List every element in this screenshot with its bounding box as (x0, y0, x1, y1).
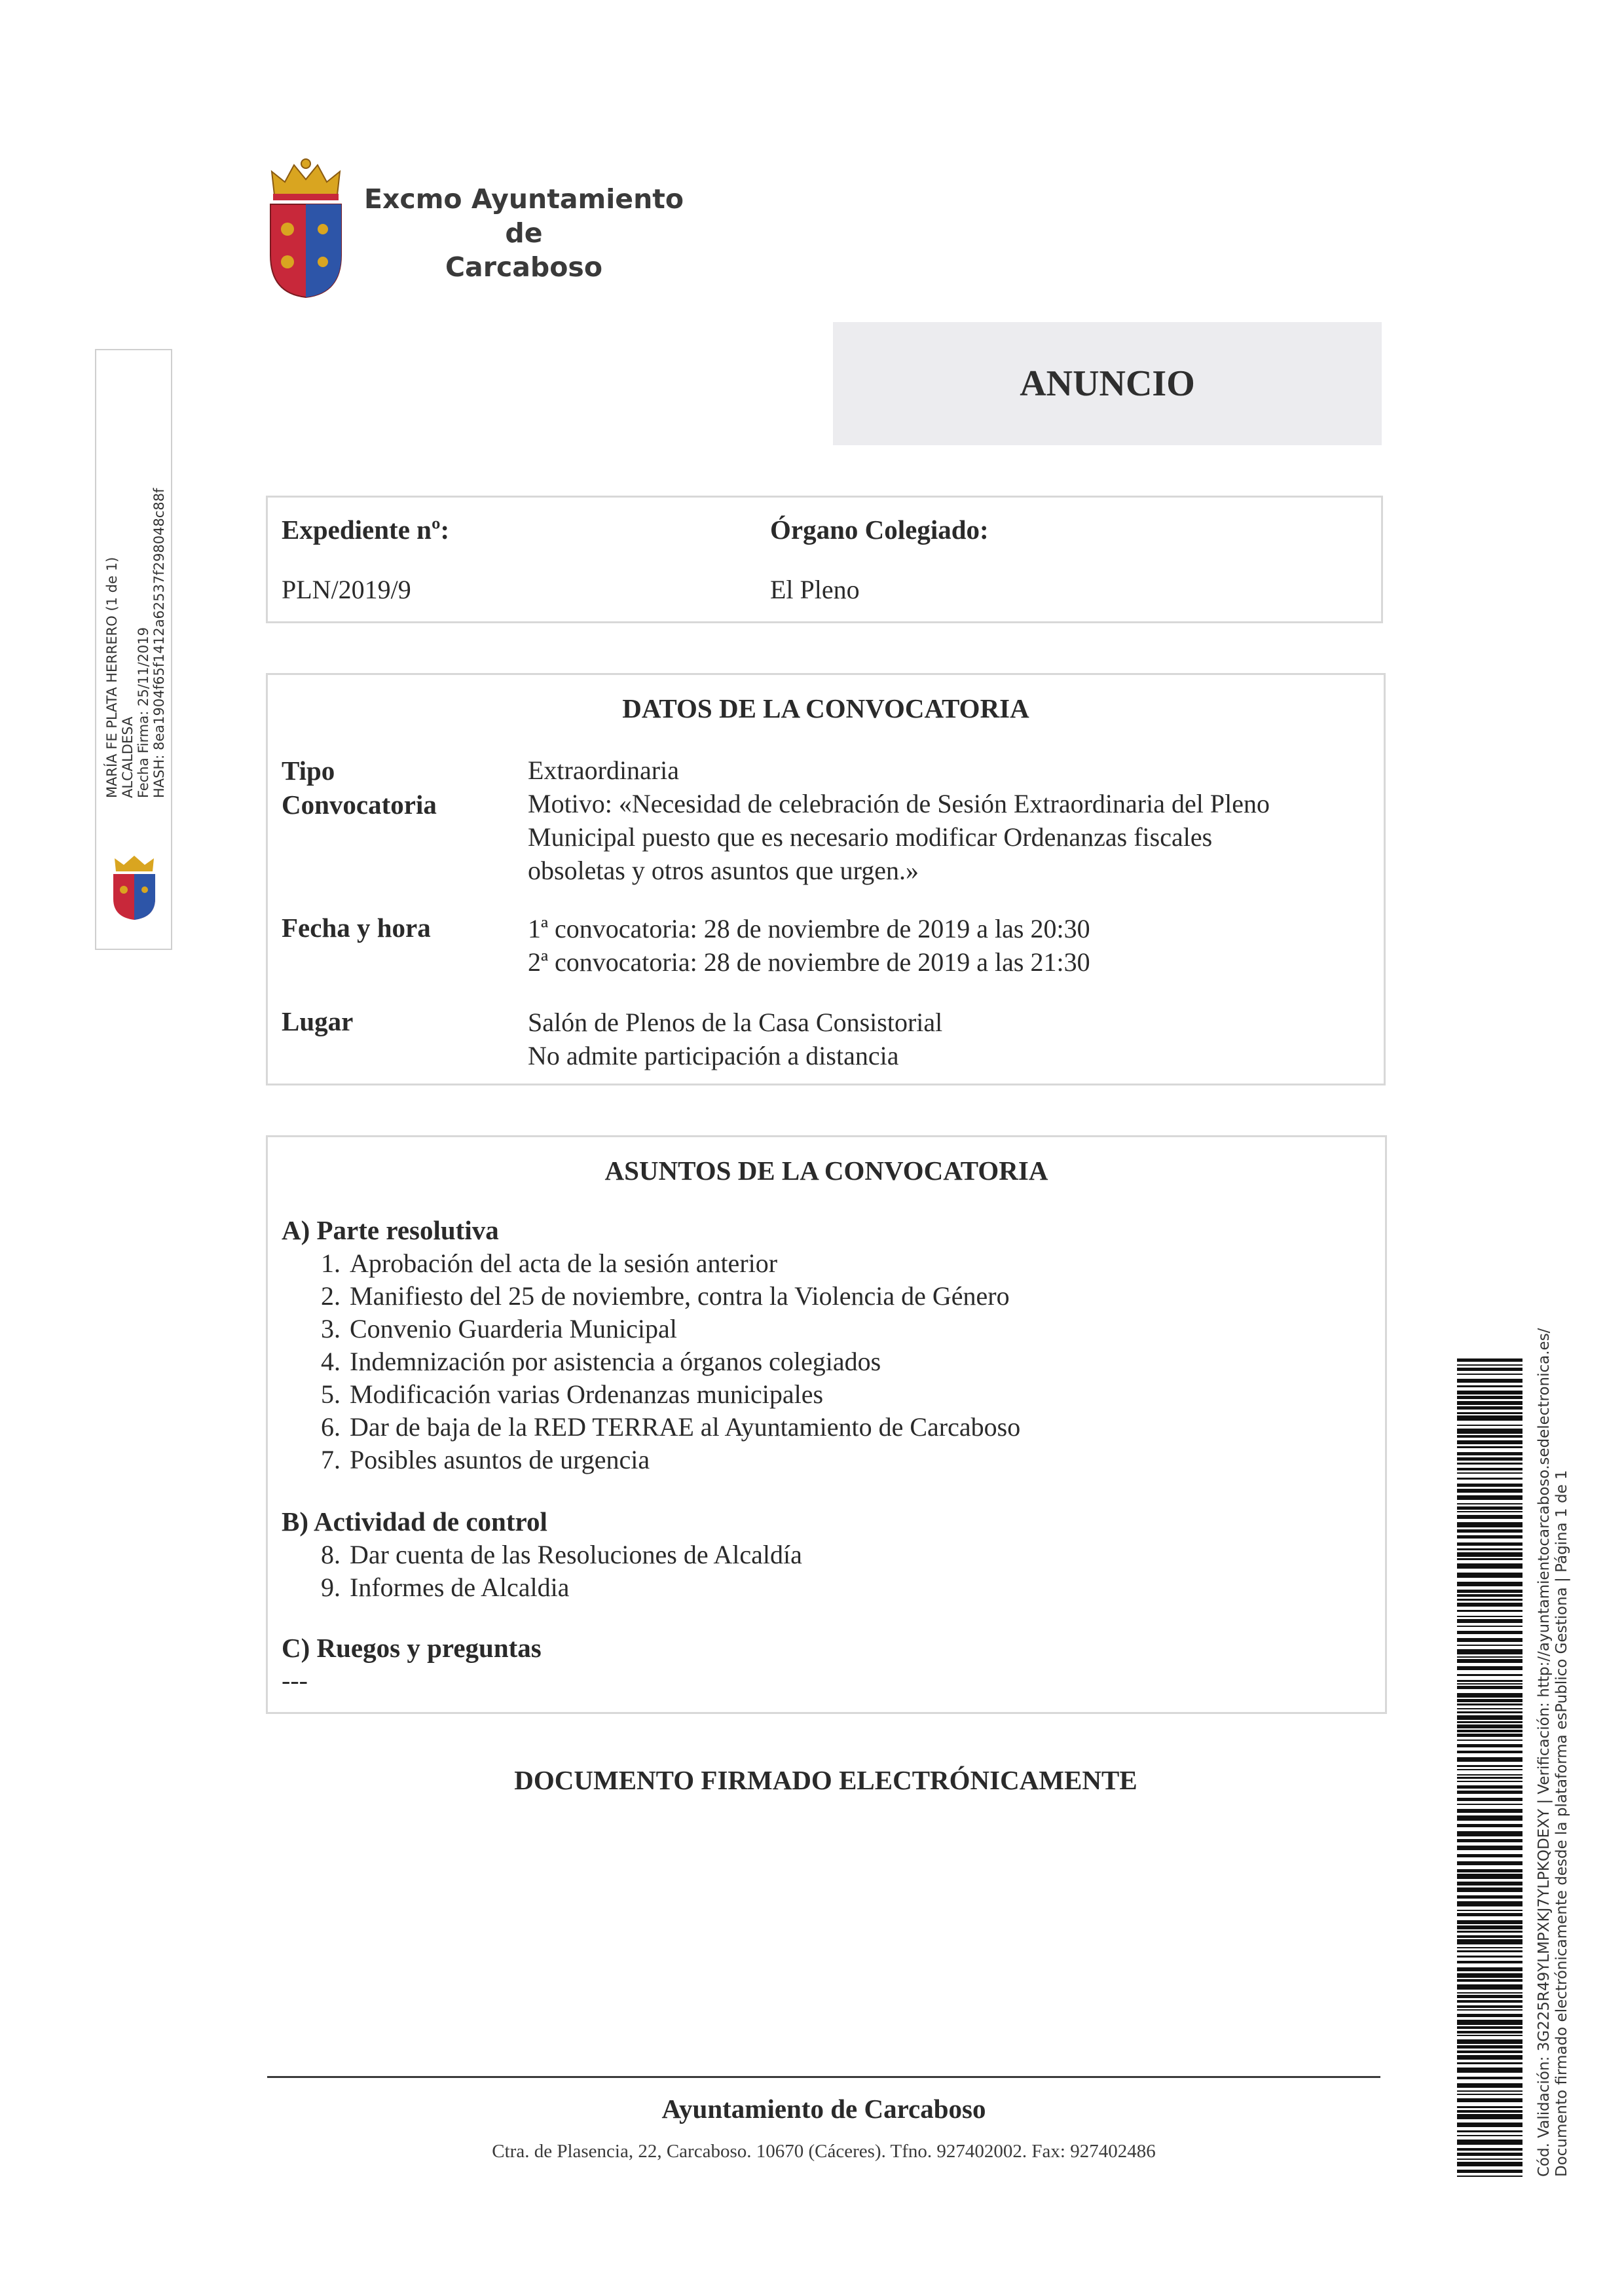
barcode-bar (1457, 1781, 1522, 1782)
barcode-bar (1457, 1385, 1522, 1387)
tipo-label-line-2: Convocatoria (282, 790, 437, 820)
barcode-bar (1457, 1798, 1522, 1801)
barcode-bar (1457, 1913, 1522, 1916)
barcode-bar (1457, 1854, 1522, 1857)
list-item (304, 1247, 1020, 1280)
barcode-bar (1457, 2162, 1522, 2166)
barcode-bar (1457, 1711, 1522, 1713)
barcode-bar (1457, 1925, 1522, 1929)
barcode-bar (1457, 1809, 1522, 1813)
section-b-heading: B) Actividad de control (282, 1506, 547, 1537)
fecha-primera: 1ª convocatoria: 28 de noviembre de 2019 a las 20:30 (528, 914, 1090, 943)
asuntos-convocatoria-box (266, 1135, 1387, 1714)
barcode-bar (1457, 2159, 1522, 2160)
barcode-bar (1457, 1901, 1522, 1906)
barcode-bar (1457, 1961, 1522, 1963)
barcode-bar (1457, 2094, 1522, 2095)
item-text: Convenio Guarderia Municipal (350, 1314, 677, 1343)
barcode-bar (1457, 1645, 1522, 1646)
barcode-bar (1457, 1563, 1522, 1569)
barcode-bar (1457, 1765, 1522, 1767)
barcode-bar (1457, 1887, 1522, 1892)
barcode-bar (1457, 1704, 1522, 1705)
barcode-bar (1457, 2009, 1522, 2011)
section-a-heading: A) Parte resolutiva (282, 1215, 499, 1245)
lugar-line-2: No admite participación a distancia (528, 1041, 899, 1070)
barcode-bar (1457, 1730, 1522, 1732)
barcode-bar (1457, 1548, 1522, 1550)
barcode-bar (1457, 2170, 1522, 2173)
barcode-bar (1457, 1631, 1522, 1634)
list-item (304, 1411, 1020, 1444)
list-item (304, 1280, 1020, 1313)
barcode-bar (1457, 1895, 1522, 1899)
section-c-text: --- (282, 1666, 308, 1695)
barcode-bar (1457, 2000, 1522, 2003)
barcode-bar (1457, 1992, 1522, 1994)
barcode-bar (1457, 1769, 1522, 1770)
barcode-bar (1457, 1603, 1522, 1607)
footer-organization: Ayuntamiento de Carcaboso (661, 2094, 986, 2124)
barcode-bar (1457, 1931, 1522, 1933)
barcode-bar (1457, 1535, 1522, 1539)
barcode-bar (1457, 1674, 1522, 1676)
tipo-value-block (528, 754, 1270, 887)
barcode-bar (1457, 1995, 1522, 1998)
barcode-bar (1457, 1846, 1522, 1850)
barcode-bar (1457, 1358, 1522, 1362)
barcode-bar (1457, 2068, 1522, 2073)
barcode-bar (1457, 1666, 1522, 1670)
motivo-line-1: Motivo: «Necesidad de celebración de Sesión Extraordinaria del Pleno (528, 789, 1270, 818)
barcode-bar (1457, 1594, 1522, 1597)
barcode-bar (1457, 1910, 1522, 1911)
barcode-bar (1457, 1950, 1522, 1952)
barcode-bar (1457, 1874, 1522, 1879)
barcode-bar (1457, 2140, 1522, 2145)
page-title: ANUNCIO (1020, 363, 1195, 404)
barcode-bar (1457, 1515, 1522, 1519)
barcode-bar (1457, 1734, 1522, 1737)
section-a-list (304, 1247, 1020, 1476)
barcode-bar (1457, 1947, 1522, 1948)
list-item (304, 1539, 802, 1571)
item-number: 2. (321, 1281, 341, 1311)
barcode-bar (1457, 1967, 1522, 1971)
item-number: 7. (321, 1445, 341, 1474)
barcode-bar (1457, 2083, 1522, 2088)
barcode-bar (1457, 1973, 1522, 1978)
barcode-bar (1457, 2031, 1522, 2033)
organo-label: Órgano Colegiado: (770, 515, 989, 545)
item-text: Indemnización por asistencia a órganos colegiados (350, 1347, 881, 1376)
barcode-bar (1457, 2035, 1522, 2036)
barcode-bar (1457, 1415, 1522, 1421)
barcode-bar (1457, 1396, 1522, 1399)
barcode-bar (1457, 1751, 1522, 1753)
barcode-bar (1457, 2090, 1522, 2092)
barcode-bar (1457, 2114, 1522, 2119)
barcode-bar (1457, 1693, 1522, 1698)
barcode-bar (1457, 2055, 1522, 2060)
signature-date: Fecha Firma: 25/11/2019 (136, 627, 151, 798)
barcode-icon (1457, 1358, 1522, 2177)
barcode-bar (1457, 2110, 1522, 2113)
barcode-bar (1457, 1542, 1522, 1546)
organo-value: El Pleno (770, 575, 860, 604)
section-b-list (304, 1539, 802, 1604)
barcode-bar (1457, 2045, 1522, 2049)
barcode-bar (1457, 1468, 1522, 1470)
barcode-bar (1457, 1472, 1522, 1474)
barcode-bar (1457, 1495, 1522, 1500)
barcode-bar (1457, 1489, 1522, 1493)
section-c-heading: C) Ruegos y preguntas (282, 1633, 542, 1663)
barcode-bar (1457, 1368, 1522, 1371)
item-number: 3. (321, 1314, 341, 1343)
item-number: 1. (321, 1248, 341, 1278)
coat-of-arms-icon (108, 853, 160, 921)
barcode-bar (1457, 1599, 1522, 1601)
barcode-bar (1457, 1680, 1522, 1682)
motivo-line-3: obsoletas y otros asuntos que urgen.» (528, 856, 919, 885)
barcode-bar (1457, 1429, 1522, 1434)
footer-divider (267, 2076, 1380, 2078)
signer-name: MARÍA FE PLATA HERRERO (1 de 1) (104, 556, 120, 798)
expediente-label: Expediente nº: (282, 515, 450, 545)
barcode-bar (1457, 1452, 1522, 1455)
barcode-bar (1457, 1831, 1522, 1836)
barcode-bar (1457, 2050, 1522, 2053)
barcode-bar (1457, 1785, 1522, 1789)
barcode-bar (1457, 1457, 1522, 1461)
barcode-bar (1457, 1724, 1522, 1728)
barcode-bar (1457, 1435, 1522, 1438)
barcode-bar (1457, 1708, 1522, 1709)
barcode-bar (1457, 2130, 1522, 2132)
barcode-bar (1457, 1774, 1522, 1776)
barcode-bar (1457, 2153, 1522, 2156)
barcode-bar (1457, 1558, 1522, 1560)
barcode-bar (1457, 1638, 1522, 1642)
item-text: Manifiesto del 25 de noviembre, contra la Violencia de Género (350, 1281, 1010, 1311)
barcode-bar (1457, 2062, 1522, 2064)
barcode-bar (1457, 1616, 1522, 1617)
lugar-block (528, 1006, 942, 1072)
item-text: Dar cuenta de las Resoluciones de Alcaldía (350, 1540, 802, 1569)
barcode-bar (1457, 1659, 1522, 1663)
barcode-bar (1457, 2014, 1522, 2017)
barcode-bar (1457, 1506, 1522, 1510)
lugar-line-1: Salón de Plenos de la Casa Consistorial (528, 1008, 943, 1037)
barcode-bar (1457, 1463, 1522, 1465)
barcode-bar (1457, 1815, 1522, 1821)
verification-text (1536, 1328, 1571, 2177)
tipo-label-line-1: Tipo (282, 756, 335, 786)
barcode-bar (1457, 1478, 1522, 1480)
barcode-bar (1457, 1984, 1522, 1990)
barcode-bar (1457, 1979, 1522, 1982)
barcode-bar (1457, 1406, 1522, 1410)
barcode-bar (1457, 1522, 1522, 1527)
barcode-bar (1457, 1824, 1522, 1827)
barcode-bar (1457, 1440, 1522, 1444)
expediente-box (266, 496, 1383, 623)
item-text: Modificación varias Ordenanzas municipales (350, 1379, 824, 1409)
barcode-bar (1457, 1401, 1522, 1405)
org-line-3: Carcaboso (445, 251, 603, 283)
item-number: 6. (321, 1412, 341, 1442)
item-text: Aprobación del acta de la sesión anterior (350, 1248, 778, 1278)
barcode-bar (1457, 2039, 1522, 2044)
barcode-bar (1457, 1683, 1522, 1685)
fecha-segunda: 2ª convocatoria: 28 de noviembre de 2019 a las 21:30 (528, 947, 1090, 977)
item-number: 8. (321, 1540, 341, 1569)
lugar-label: Lugar (282, 1006, 354, 1036)
barcode-bar (1457, 2026, 1522, 2029)
signature-hash: HASH: 8ea1904f65f1412a62537f298048c88f (151, 488, 167, 798)
barcode-bar (1457, 1740, 1522, 1741)
org-line-1: Excmo Ayuntamiento (363, 183, 684, 215)
list-item (304, 1345, 1020, 1378)
barcode-bar (1457, 1744, 1522, 1747)
expediente-value: PLN/2019/9 (282, 575, 411, 604)
barcode-bar (1457, 1610, 1522, 1612)
signer-role: ALCALDESA (120, 716, 136, 798)
signature-strip (95, 349, 172, 950)
signed-notice: DOCUMENTO FIRMADO ELECTRÓNICAMENTE (514, 1765, 1137, 1795)
barcode-bar (1457, 1649, 1522, 1654)
barcode-bar (1457, 1626, 1522, 1627)
barcode-bar (1457, 1364, 1522, 1366)
asuntos-heading: ASUNTOS DE LA CONVOCATORIA (604, 1156, 1048, 1186)
barcode-bar (1457, 2148, 1522, 2151)
barcode-bar (1457, 1573, 1522, 1578)
fecha-block (528, 912, 1090, 979)
barcode-bar (1457, 1503, 1522, 1504)
barcode-bar (1457, 1582, 1522, 1586)
barcode-bar (1457, 1839, 1522, 1842)
footer-address: Ctra. de Plasencia, 22, Carcaboso. 10670 (Cáceres). Tfno. 927402002. Fax: 927402486 (492, 2141, 1156, 2162)
barcode-bar (1457, 1861, 1522, 1865)
barcode-bar (1457, 2135, 1522, 2136)
barcode-bar (1457, 1956, 1522, 1958)
barcode-bar (1457, 1920, 1522, 1924)
item-number: 5. (321, 1379, 341, 1409)
motivo-line-2: Municipal puesto que es necesario modificar Ordenanzas fiscales (528, 822, 1213, 852)
verification-code: Cód. Validación: 3G225R49YLMPXKJ7YLPKQDEXY | Verificación: http://ayuntamientocarcaboso.sedelectronica.es/ (1536, 1328, 1553, 2177)
item-text: Dar de baja de la RED TERRAE al Ayuntamiento de Carcaboso (350, 1412, 1021, 1442)
barcode-bar (1457, 1686, 1522, 1689)
barcode-bar (1457, 1374, 1522, 1375)
barcode-bar (1457, 2098, 1522, 2102)
barcode-bar (1457, 1935, 1522, 1938)
fecha-label: Fecha y hora (282, 913, 431, 943)
title-box (833, 322, 1382, 445)
barcode-bar (1457, 1804, 1522, 1805)
barcode-bar (1457, 2005, 1522, 2008)
tipo-label (282, 754, 437, 822)
barcode-bar (1457, 1869, 1522, 1872)
tipo-value: Extraordinaria (528, 756, 679, 785)
barcode-bar (1457, 1721, 1522, 1723)
org-line-2: de (505, 217, 543, 249)
barcode-bar (1457, 1379, 1522, 1383)
list-item (304, 1444, 1020, 1476)
barcode-bar (1457, 1939, 1522, 1944)
barcode-bar (1457, 1511, 1522, 1512)
barcode-bar (1457, 1529, 1522, 1533)
list-item (304, 1313, 1020, 1345)
barcode-bar (1457, 2176, 1522, 2177)
barcode-bar (1457, 1882, 1522, 1886)
barcode-bar (1457, 1699, 1522, 1702)
barcode-bar (1457, 1552, 1522, 1557)
signature-text (104, 222, 167, 798)
barcode-bar (1457, 1791, 1522, 1794)
verification-platform: Documento firmado electrónicamente desde la plataforma esPublico Gestiona | Página 1 de 1 (1553, 1470, 1570, 2177)
barcode-bar (1457, 1619, 1522, 1623)
barcode-bar (1457, 2123, 1522, 2127)
item-text: Informes de Alcaldia (350, 1573, 570, 1602)
coat-of-arms-icon (265, 157, 347, 301)
datos-convocatoria-box (266, 673, 1386, 1085)
barcode-bar (1457, 2020, 1522, 2025)
barcode-bar (1457, 1484, 1522, 1487)
list-item (304, 1571, 802, 1604)
item-number: 4. (321, 1347, 341, 1376)
barcode-bar (1457, 1391, 1522, 1394)
organization-name (354, 182, 694, 284)
barcode-bar (1457, 2077, 1522, 2079)
barcode-bar (1457, 1777, 1522, 1779)
barcode-bar (1457, 1425, 1522, 1426)
barcode-bar (1457, 1412, 1522, 1414)
barcode-bar (1457, 1446, 1522, 1448)
barcode-bar (1457, 1590, 1522, 1593)
barcode-bar (1457, 1656, 1522, 1658)
datos-heading: DATOS DE LA CONVOCATORIA (622, 693, 1029, 723)
barcode-bar (1457, 2106, 1522, 2108)
item-number: 9. (321, 1573, 341, 1602)
item-text: Posibles asuntos de urgencia (350, 1445, 650, 1474)
barcode-bar (1457, 1757, 1522, 1762)
list-item (304, 1378, 1020, 1411)
barcode-bar (1457, 1715, 1522, 1720)
